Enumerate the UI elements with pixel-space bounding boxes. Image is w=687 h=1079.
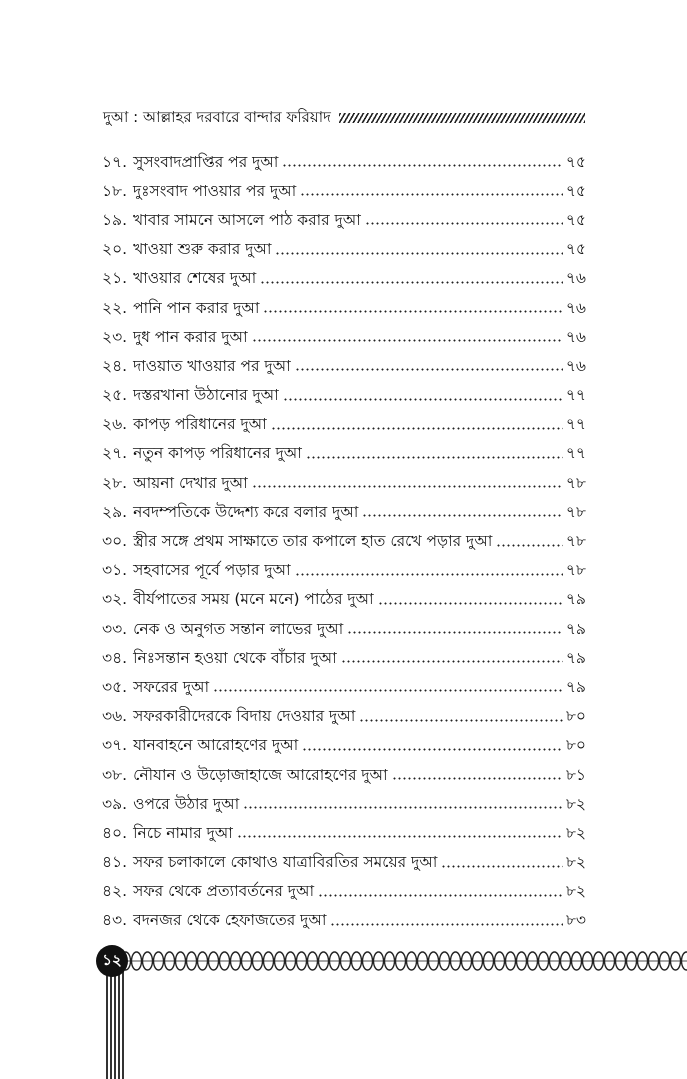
toc-page: ৭৫ (565, 181, 586, 200)
toc-page: ৭৭ (565, 386, 586, 405)
table-of-contents (102, 148, 586, 936)
toc-page: ৮২ (565, 823, 586, 842)
toc-entry (102, 790, 586, 819)
dot-leader (392, 777, 563, 780)
toc-title: খাবার সামনে আসলে পাঠ করার দুআ (133, 210, 361, 229)
toc-title: দাওয়াত খাওয়ার পর দুআ (133, 356, 291, 375)
toc-title: সফরকারীদেরকে বিদায় দেওয়ার দুআ (133, 707, 356, 726)
toc-page: ৭৮ (565, 473, 586, 492)
toc-title: সহবাসের পূর্বে পড়ার দুআ (133, 561, 291, 580)
toc-page: ৮৩ (565, 911, 586, 930)
toc-number: ৪৩. (102, 911, 128, 930)
toc-page: ৮১ (565, 765, 586, 784)
toc-title: দস্তরখানা উঠানোর দুআ (133, 386, 279, 405)
toc-number: ৩৮. (102, 765, 128, 784)
toc-title: নবদম্পতিকে উদ্দেশ্য করে বলার দুআ (133, 502, 359, 521)
toc-entry (102, 236, 586, 265)
toc-title: খাওয়ার শেষের দুআ (133, 269, 257, 288)
toc-number: ২৪. (102, 356, 128, 375)
toc-entry (102, 615, 586, 644)
toc-entry (102, 849, 586, 878)
dot-leader (282, 164, 562, 167)
toc-title: নেক ও অনুগত সন্তান লাভের দুআ (133, 619, 344, 638)
toc-entry (102, 177, 586, 206)
toc-title: সফর চলাকালে কোথাও যাত্রাবিরতির সময়ের দুআ (133, 853, 438, 872)
dot-leader (441, 865, 563, 868)
toc-entry (102, 352, 586, 381)
dot-leader (213, 689, 563, 692)
toc-number: ২৬. (102, 415, 128, 434)
toc-entry (102, 440, 586, 469)
striped-bar-ornament (106, 970, 126, 1079)
toc-entry (102, 469, 586, 498)
toc-number: ১৯. (102, 210, 128, 229)
toc-number: ২০. (102, 240, 128, 259)
toc-page: ৭৬ (565, 327, 586, 346)
toc-number: ২৩. (102, 327, 128, 346)
toc-page: ৮২ (565, 794, 586, 813)
toc-title: নতুন কাপড় পরিধানের দুআ (133, 444, 302, 463)
toc-title: সফর থেকে প্রত্যাবর্তনের দুআ (133, 882, 315, 901)
toc-entry (102, 148, 586, 177)
toc-number: ২১. (102, 269, 128, 288)
dot-leader (260, 281, 563, 284)
dot-leader (306, 456, 563, 459)
toc-page: ৭৬ (565, 269, 586, 288)
toc-title: সফরের দুআ (133, 677, 210, 696)
toc-page: ৭৬ (565, 356, 586, 375)
toc-number: ২৭. (102, 444, 128, 463)
toc-entry (102, 761, 586, 790)
toc-page: ৭৮ (565, 502, 586, 521)
toc-page: ৭৯ (565, 677, 586, 696)
toc-title: স্ত্রীর সঙ্গে প্রথম সাক্ষাতে তার কপালে হাত রেখে পড়ার দুআ (133, 532, 493, 551)
toc-number: ২২. (102, 298, 128, 317)
toc-entry (102, 732, 586, 761)
toc-title: নিচে নামার দুআ (133, 823, 233, 842)
page-number: ১২ (96, 945, 128, 977)
toc-number: ৩৪. (102, 648, 128, 667)
toc-page: ৭৫ (565, 240, 586, 259)
toc-page: ৭৭ (565, 444, 586, 463)
dot-leader (283, 398, 563, 401)
toc-title: সুসংবাদপ্রাপ্তির পর দুআ (133, 152, 279, 171)
toc-page: ৭৮ (565, 532, 586, 551)
toc-number: ৪১. (102, 853, 128, 872)
toc-number: ৩১. (102, 561, 128, 580)
toc-page: ৭৯ (565, 648, 586, 667)
toc-title: বদনজর থেকে হেফাজতের দুআ (133, 911, 327, 930)
toc-title: নিঃসন্তান হওয়া থেকে বাঁচার দুআ (133, 648, 337, 667)
toc-number: ৪২. (102, 882, 128, 901)
toc-title: কাপড় পরিধানের দুআ (133, 415, 267, 434)
toc-page: ৮০ (565, 707, 586, 726)
toc-number: ২৫. (102, 386, 128, 405)
dot-leader (295, 368, 563, 371)
toc-entry (102, 819, 586, 848)
toc-number: ৩৭. (102, 736, 128, 755)
dot-leader (347, 631, 563, 634)
dot-leader (300, 193, 563, 196)
footer-band (0, 940, 687, 1079)
toc-entry (102, 673, 586, 702)
toc-entry (102, 498, 586, 527)
toc-number: ১৮. (102, 181, 128, 200)
toc-title: আয়না দেখার দুআ (133, 473, 248, 492)
toc-number: ২৮. (102, 473, 128, 492)
dot-leader (330, 923, 562, 926)
dot-leader (252, 339, 563, 342)
dot-leader (496, 544, 563, 547)
toc-page: ৭৫ (565, 152, 586, 171)
dot-leader (362, 514, 563, 517)
header-hatch-ornament (339, 113, 585, 123)
dot-leader (318, 894, 563, 897)
toc-entry (102, 382, 586, 411)
toc-entry (102, 411, 586, 440)
toc-title: পানি পান করার দুআ (133, 298, 260, 317)
chain-border-ornament (120, 944, 687, 978)
toc-title: নৌযান ও উড়োজাহাজে আরোহণের দুআ (133, 765, 388, 784)
toc-page: ৮২ (565, 853, 586, 872)
toc-entry (102, 323, 586, 352)
toc-number: ৩৯. (102, 794, 128, 813)
toc-entry (102, 265, 586, 294)
toc-number: ৩৩. (102, 619, 128, 638)
toc-entry (102, 557, 586, 586)
toc-page: ৭৭ (565, 415, 586, 434)
dot-leader (365, 222, 563, 225)
toc-number: ৪০. (102, 823, 128, 842)
toc-title: দুঃসংবাদ পাওয়ার পর দুআ (133, 181, 297, 200)
toc-page: ৭৯ (565, 590, 586, 609)
toc-page: ৮২ (565, 882, 586, 901)
toc-entry (102, 294, 586, 323)
toc-number: ১৭. (102, 152, 128, 171)
toc-entry (102, 878, 586, 907)
dot-leader (252, 485, 563, 488)
toc-page: ৭৬ (565, 298, 586, 317)
toc-entry (102, 206, 586, 235)
toc-title: ওপরে উঠার দুআ (133, 794, 240, 813)
toc-entry (102, 907, 586, 936)
dot-leader (243, 806, 563, 809)
dot-leader (263, 310, 562, 313)
toc-number: ৩০. (102, 532, 128, 551)
toc-number: ৩৫. (102, 677, 128, 696)
dot-leader (295, 573, 563, 576)
dot-leader (341, 660, 563, 663)
dot-leader (271, 427, 563, 430)
dot-leader (237, 835, 563, 838)
toc-entry (102, 527, 586, 556)
toc-page: ৮০ (565, 736, 586, 755)
running-title: দুআ : আল্লাহর দরবারে বান্দার ফরিয়াদ (103, 107, 331, 126)
dot-leader (275, 252, 562, 255)
toc-number: ৩২. (102, 590, 128, 609)
toc-number: ২৯. (102, 502, 128, 521)
dot-leader (378, 602, 563, 605)
running-head (103, 106, 585, 130)
toc-entry (102, 586, 586, 615)
toc-title: যানবাহনে আরোহণের দুআ (133, 736, 299, 755)
toc-page: ৭৯ (565, 619, 586, 638)
toc-title: দুধ পান করার দুআ (133, 327, 248, 346)
toc-title: খাওয়া শুরু করার দুআ (133, 240, 272, 259)
dot-leader (359, 719, 563, 722)
toc-number: ৩৬. (102, 707, 128, 726)
toc-page: ৭৫ (565, 210, 586, 229)
toc-page: ৭৮ (565, 561, 586, 580)
toc-entry (102, 703, 586, 732)
dot-leader (302, 748, 563, 751)
toc-title: বীর্যপাতের সময় (মনে মনে) পাঠের দুআ (133, 590, 374, 609)
toc-entry (102, 644, 586, 673)
